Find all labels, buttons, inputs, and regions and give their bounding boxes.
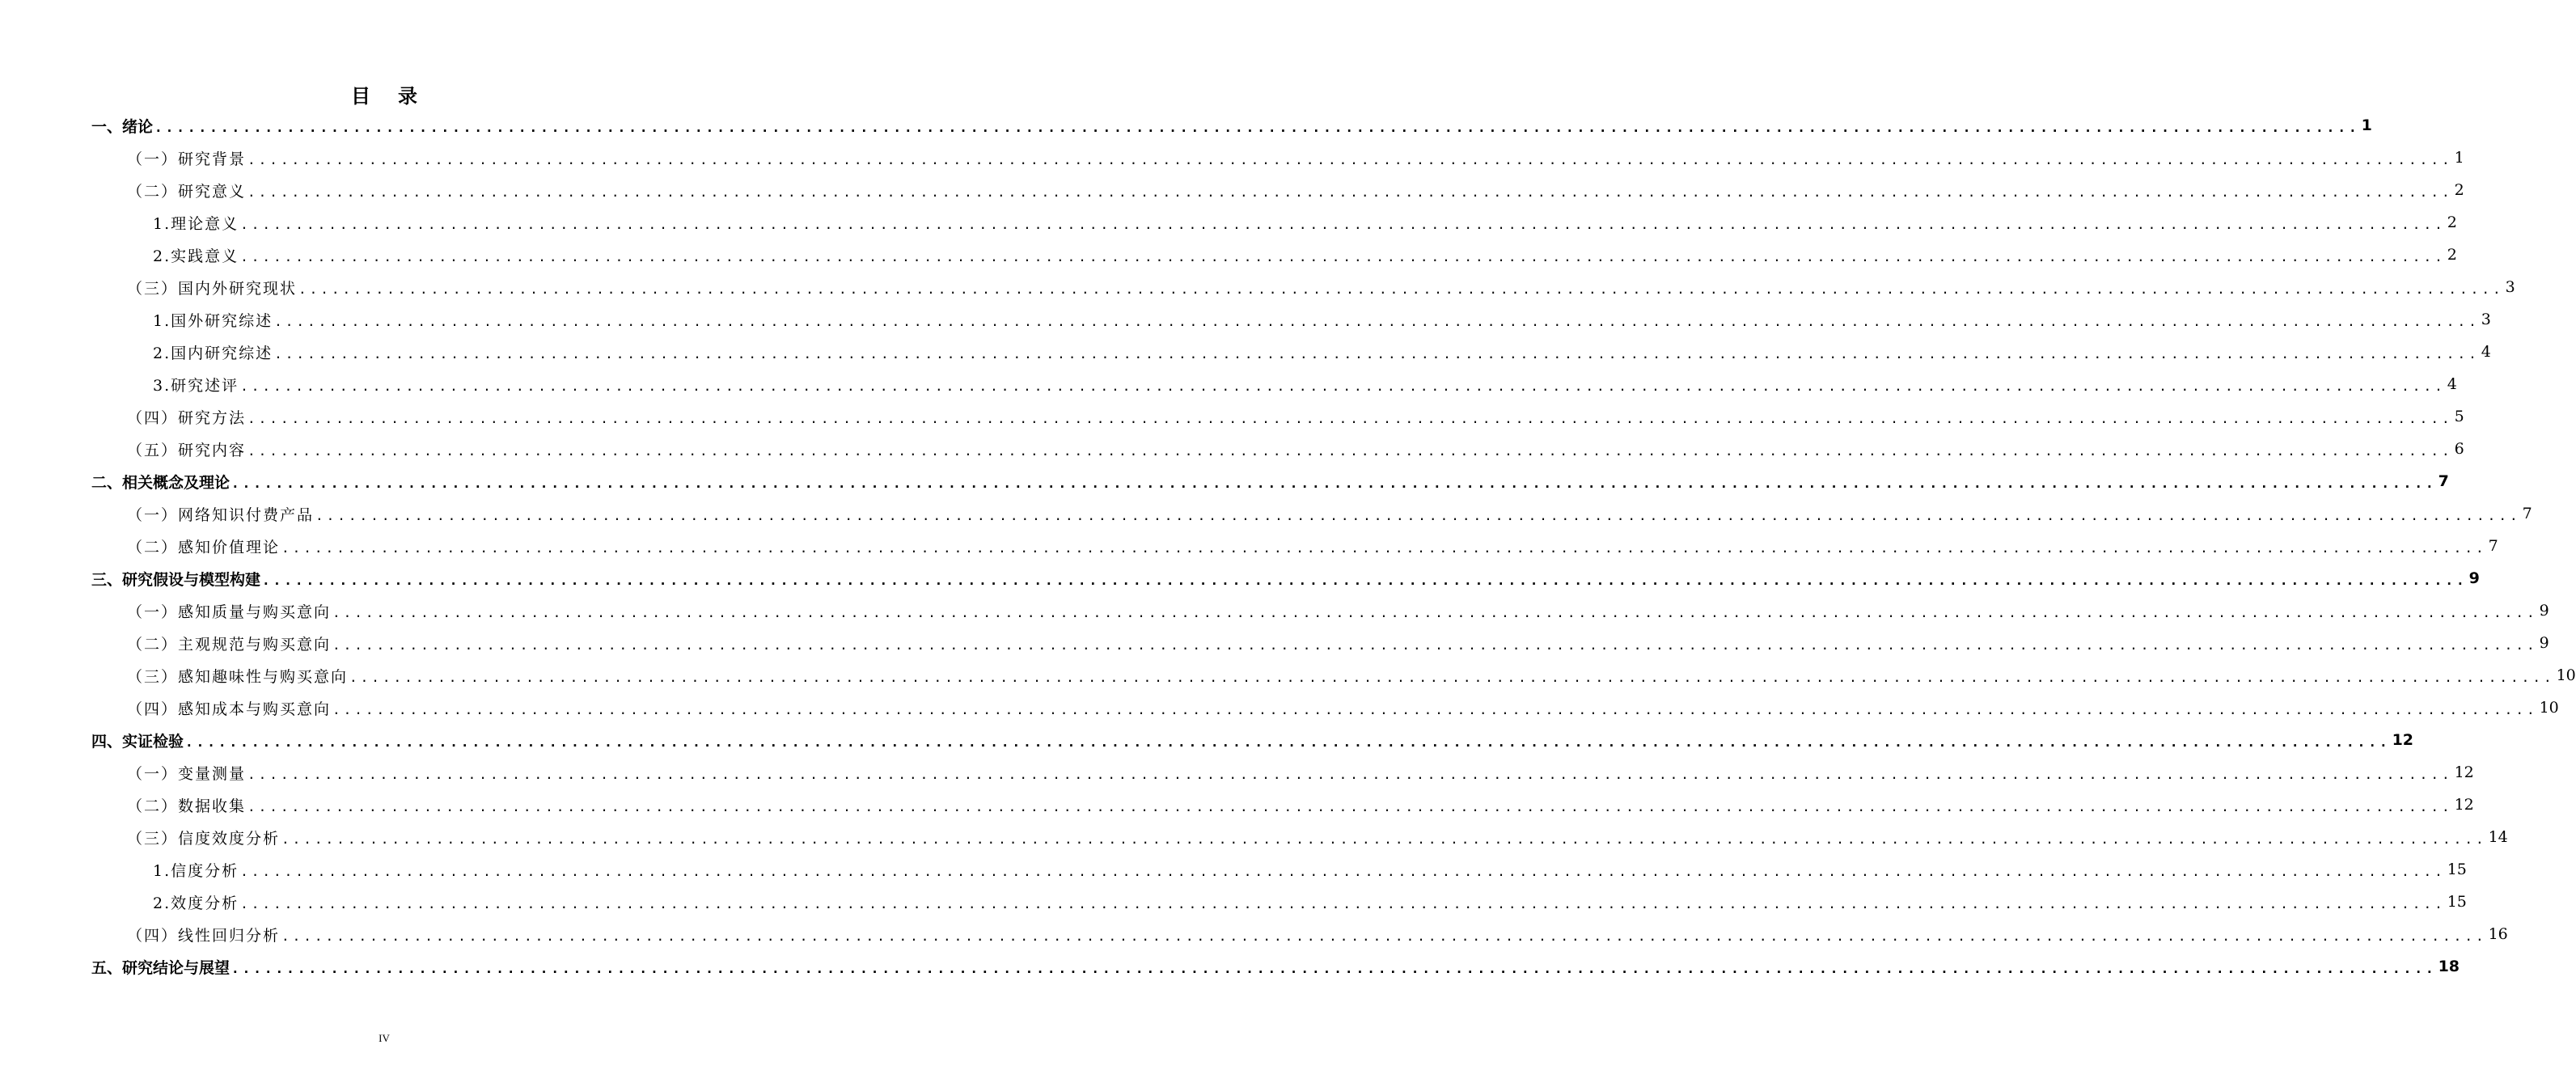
toc-page-number: 9 xyxy=(2539,602,2549,620)
dot-leader: ........................................................................................................................................................................................................ xyxy=(262,572,2468,588)
toc-page-number: 9 xyxy=(2468,569,2480,587)
dot-leader: ........................................................................................................................................................................................................ xyxy=(240,863,2446,879)
toc-entry-text: （一）感知质量与购买意向 xyxy=(127,603,332,621)
toc-entry-text: （二）研究意义 xyxy=(127,182,247,201)
toc-page-number: 4 xyxy=(2481,343,2491,361)
toc-entry[interactable] xyxy=(0,853,2467,886)
toc-entry-text: （三）信度效度分析 xyxy=(127,829,281,848)
toc-entry-text: （五）研究内容 xyxy=(127,441,247,459)
toc-page-number: 6 xyxy=(2454,440,2464,458)
toc-entry[interactable] xyxy=(0,497,2532,530)
toc-entry-text: （一）研究背景 xyxy=(127,150,247,168)
toc-entry[interactable] xyxy=(0,303,2491,336)
toc-entry-text: 1.信度分析 xyxy=(153,861,239,880)
toc-entry[interactable] xyxy=(0,465,2449,497)
toc-entry-text: （二）数据收集 xyxy=(127,797,247,815)
toc-page-number: 5 xyxy=(2454,408,2464,425)
toc-entry[interactable] xyxy=(0,336,2491,368)
toc-entry[interactable] xyxy=(0,724,2414,756)
toc-entry-text: （二）主观规范与购买意向 xyxy=(127,635,332,653)
toc-entry-text: 二、相关概念及理论 xyxy=(91,473,231,492)
toc-page-number: 18 xyxy=(2438,958,2460,975)
toc-entry[interactable] xyxy=(0,789,2474,821)
dot-leader: ........................................................................................................................................................................................................ xyxy=(247,410,2453,426)
dot-leader: ........................................................................................................................................................................................................ xyxy=(298,281,2504,297)
toc-page-number: 7 xyxy=(2488,537,2498,555)
dot-leader: ........................................................................................................................................................................................................ xyxy=(315,507,2521,523)
toc-entry[interactable] xyxy=(0,594,2549,627)
toc-entry[interactable] xyxy=(0,692,2559,724)
dot-leader: ........................................................................................................................................................................................................ xyxy=(332,701,2538,717)
dot-leader: ........................................................................................................................................................................................................ xyxy=(247,151,2453,167)
toc-entry-text: （四）研究方法 xyxy=(127,408,247,427)
toc-entry-text: （三）国内外研究现状 xyxy=(127,279,298,298)
toc-page-number: 15 xyxy=(2447,861,2467,878)
toc-page-number: 2 xyxy=(2454,181,2464,199)
toc-entry-text: 3.研究述评 xyxy=(153,376,239,395)
toc-entry-text: 三、研究假设与模型构建 xyxy=(91,570,261,589)
toc-entry-text: 1.理论意义 xyxy=(153,214,239,233)
toc-entry[interactable] xyxy=(0,239,2457,271)
toc-page-number: 15 xyxy=(2447,893,2467,911)
toc-page-number: 12 xyxy=(2454,796,2474,814)
toc-page-number: 10 xyxy=(2556,666,2576,684)
page-footer-number: IV xyxy=(379,1032,390,1044)
toc-entry-text: 2.实践意义 xyxy=(153,247,239,265)
dot-leader: ........................................................................................................................................................................................................ xyxy=(240,248,2446,264)
dot-leader: ........................................................................................................................................................................................................ xyxy=(240,895,2446,911)
toc-entry-text: （四）感知成本与购买意向 xyxy=(127,700,332,718)
toc-entry-text: 五、研究结论与展望 xyxy=(91,958,231,977)
toc-entry[interactable] xyxy=(0,271,2515,303)
toc-page-number: 1 xyxy=(2361,116,2372,134)
toc-entry[interactable] xyxy=(0,562,2480,594)
toc-entry[interactable] xyxy=(0,659,2576,692)
dot-leader: ........................................................................................................................................................................................................ xyxy=(274,345,2480,362)
toc-entry[interactable] xyxy=(0,530,2498,562)
toc-entry[interactable] xyxy=(0,821,2508,853)
toc-entry-text: 四、实证检验 xyxy=(91,732,184,751)
dot-leader: ........................................................................................................................................................................................................ xyxy=(247,442,2453,459)
dot-leader: ........................................................................................................................................................................................................ xyxy=(231,475,2437,491)
dot-leader: ........................................................................................................................................................................................................ xyxy=(247,766,2453,782)
toc-page-number: 12 xyxy=(2392,731,2414,749)
toc-entry[interactable] xyxy=(0,950,2460,983)
toc-entry[interactable] xyxy=(0,142,2464,174)
toc-entry[interactable] xyxy=(0,886,2467,918)
toc-entry-text: （三）感知趣味性与购买意向 xyxy=(127,667,349,686)
toc-page-number: 7 xyxy=(2438,472,2449,490)
toc-entry[interactable] xyxy=(0,627,2549,659)
toc-entry-text: 一、绪论 xyxy=(91,117,154,136)
toc-entry[interactable] xyxy=(0,174,2464,206)
toc-entry[interactable] xyxy=(0,400,2464,433)
toc-entry[interactable] xyxy=(0,756,2474,789)
toc-entry[interactable] xyxy=(0,109,2372,142)
toc-page-number: 1 xyxy=(2454,149,2464,167)
toc-page-number: 3 xyxy=(2481,311,2491,328)
toc-entry-text: 2.效度分析 xyxy=(153,894,239,912)
toc-page-number: 14 xyxy=(2488,828,2508,846)
dot-leader: ........................................................................................................................................................................................................ xyxy=(332,637,2538,653)
page-title: 目录 xyxy=(351,85,445,108)
dot-leader: ........................................................................................................................................................................................................ xyxy=(281,539,2487,556)
dot-leader: ........................................................................................................................................................................................................ xyxy=(240,378,2446,394)
toc-entry-text: （一）变量测量 xyxy=(127,764,247,783)
dot-leader: ........................................................................................................................................................................................................ xyxy=(274,313,2480,329)
toc-entry-text: 1.国外研究综述 xyxy=(153,311,273,330)
toc-page-number: 2 xyxy=(2447,214,2457,231)
toc-page-number: 16 xyxy=(2488,925,2508,943)
dot-leader: ........................................................................................................................................................................................................ xyxy=(281,928,2487,944)
dot-leader: ........................................................................................................................................................................................................ xyxy=(281,831,2487,847)
toc-entry-text: （二）感知价值理论 xyxy=(127,538,281,556)
dot-leader: ........................................................................................................................................................................................................ xyxy=(154,119,2360,135)
toc-page-number: 2 xyxy=(2447,246,2457,264)
dot-leader: ........................................................................................................................................................................................................ xyxy=(332,604,2538,620)
dot-leader: ........................................................................................................................................................................................................ xyxy=(247,184,2453,200)
toc-entry-text: 2.国内研究综述 xyxy=(153,344,273,362)
toc-page-number: 12 xyxy=(2454,763,2474,781)
toc-entry[interactable] xyxy=(0,206,2457,239)
dot-leader: ........................................................................................................................................................................................................ xyxy=(349,669,2555,685)
toc-entry[interactable] xyxy=(0,368,2457,400)
toc-page-number: 3 xyxy=(2505,278,2515,296)
toc-entry[interactable] xyxy=(0,918,2508,950)
toc-page-number: 7 xyxy=(2522,505,2532,522)
table-of-contents xyxy=(0,109,2576,983)
toc-page-number: 9 xyxy=(2539,634,2549,652)
toc-entry-text: （一）网络知识付费产品 xyxy=(127,505,315,524)
dot-leader: ........................................................................................................................................................................................................ xyxy=(231,960,2437,976)
toc-page-number: 10 xyxy=(2539,699,2559,717)
toc-page-number: 4 xyxy=(2447,375,2457,393)
toc-entry-text: （四）线性回归分析 xyxy=(127,926,281,945)
toc-entry[interactable] xyxy=(0,433,2464,465)
dot-leader: ........................................................................................................................................................................................................ xyxy=(240,216,2446,232)
dot-leader: ........................................................................................................................................................................................................ xyxy=(185,734,2391,750)
dot-leader: ........................................................................................................................................................................................................ xyxy=(247,798,2453,814)
